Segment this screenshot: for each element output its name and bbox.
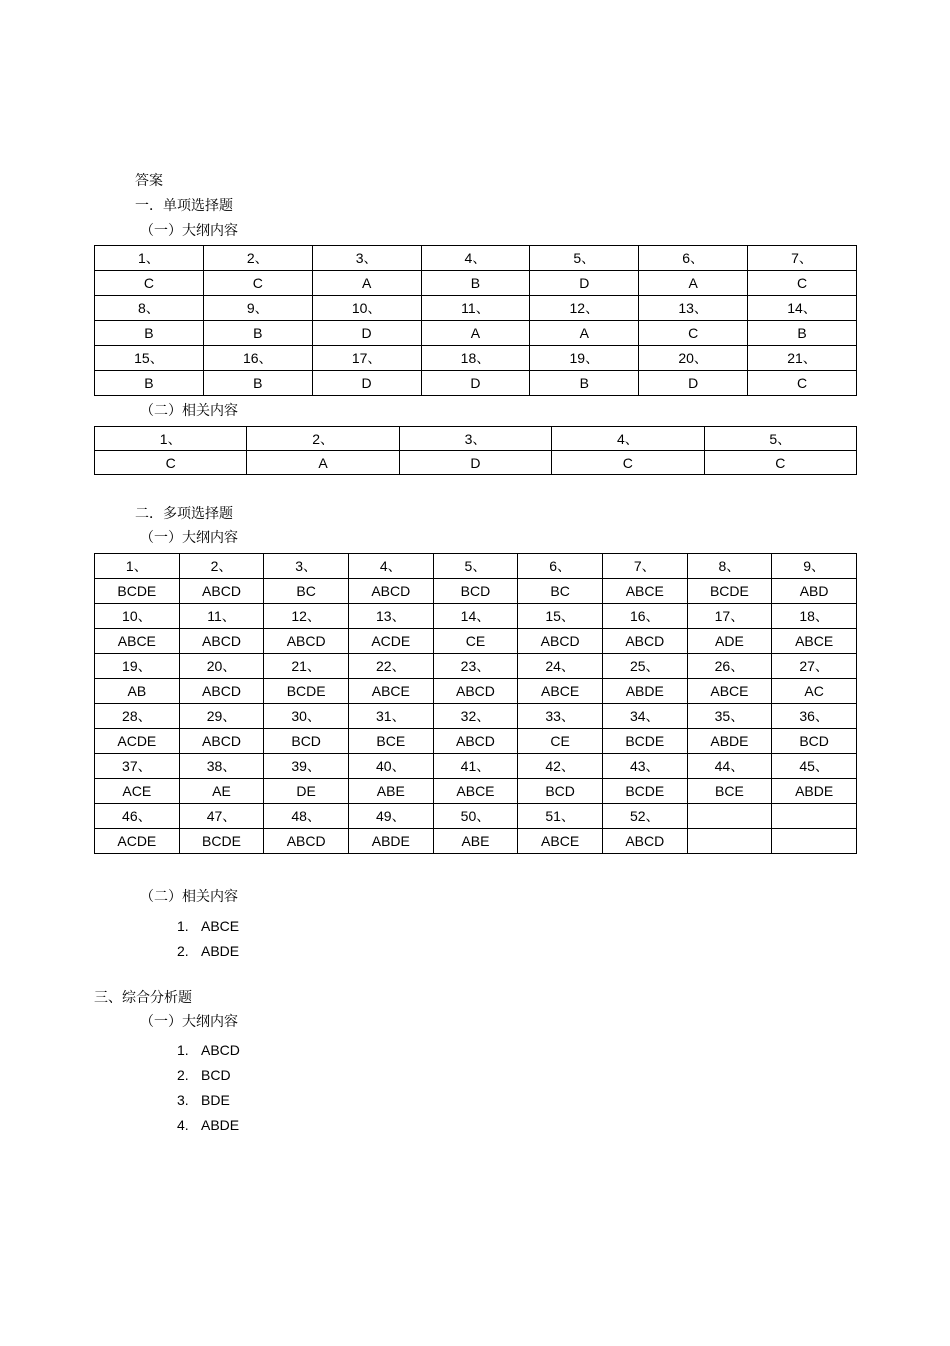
section-3-heading: 三、综合分析题 (94, 990, 192, 1006)
answer-cell: D (530, 271, 639, 296)
answer-cell: ABCD (264, 829, 349, 854)
question-number-cell: 7、 (602, 554, 687, 579)
question-number-cell: 12、 (264, 604, 349, 629)
list-item-number: 1. (177, 1042, 189, 1058)
question-number-cell: 21、 (264, 654, 349, 679)
answer-cell: ABE (433, 829, 518, 854)
question-number-cell: 25、 (602, 654, 687, 679)
answer-cell: ABCD (179, 629, 264, 654)
answer-cell: ABDE (772, 779, 857, 804)
question-number-cell: 27、 (772, 654, 857, 679)
section-2-heading: 二．多项选择题 (135, 506, 233, 522)
answer-cell: ABCD (602, 629, 687, 654)
answer-cell: ACDE (348, 629, 433, 654)
question-number-cell: 48、 (264, 804, 349, 829)
answer-cell: A (639, 271, 748, 296)
question-number-cell (772, 804, 857, 829)
question-number-cell: 13、 (639, 296, 748, 321)
question-number-cell (687, 804, 772, 829)
list-item-answer: ABCE (201, 918, 240, 934)
answer-cell: C (552, 451, 704, 475)
question-number-cell: 26、 (687, 654, 772, 679)
answer-cell: BC (264, 579, 349, 604)
question-number-cell: 8、 (687, 554, 772, 579)
answer-cell: B (748, 321, 857, 346)
answer-cell: ABCD (179, 729, 264, 754)
answer-cell: ABCE (518, 829, 603, 854)
question-number-cell: 22、 (348, 654, 433, 679)
question-number-cell: 6、 (518, 554, 603, 579)
answer-cell: ABCD (518, 629, 603, 654)
question-number-cell: 6、 (639, 246, 748, 271)
question-number-cell: 21、 (748, 346, 857, 371)
answer-cell: ABCD (602, 829, 687, 854)
answer-cell (772, 829, 857, 854)
question-number-cell: 4、 (348, 554, 433, 579)
question-number-cell: 52、 (602, 804, 687, 829)
question-number-cell: 2、 (247, 427, 399, 451)
question-number-cell: 7、 (748, 246, 857, 271)
answer-cell: BCDE (264, 679, 349, 704)
answer-cell: ABCD (348, 579, 433, 604)
answer-cell: D (399, 451, 551, 475)
question-number-cell: 38、 (179, 754, 264, 779)
question-number-cell: 46、 (95, 804, 180, 829)
answer-cell: C (704, 451, 856, 475)
question-number-cell: 1、 (95, 427, 247, 451)
answer-row (95, 829, 857, 854)
answer-cell: ABD (772, 579, 857, 604)
answer-cell: D (312, 321, 421, 346)
question-number-cell: 34、 (602, 704, 687, 729)
question-number-row (95, 246, 857, 271)
question-number-row (95, 804, 857, 829)
answer-cell: DE (264, 779, 349, 804)
question-number-cell: 9、 (203, 296, 312, 321)
question-number-cell: 32、 (433, 704, 518, 729)
answer-cell: BCDE (602, 779, 687, 804)
question-number-row (95, 427, 857, 451)
question-number-cell: 28、 (95, 704, 180, 729)
question-number-cell: 10、 (312, 296, 421, 321)
question-number-cell: 42、 (518, 754, 603, 779)
answer-cell: ABE (348, 779, 433, 804)
answer-cell: ABDE (602, 679, 687, 704)
question-number-row (95, 654, 857, 679)
question-number-cell: 11、 (179, 604, 264, 629)
answer-cell: BC (518, 579, 603, 604)
multi-choice-outline-table (94, 553, 857, 854)
question-number-cell: 19、 (530, 346, 639, 371)
answer-cell: C (748, 271, 857, 296)
answer-cell: C (748, 371, 857, 396)
answer-cell: AC (772, 679, 857, 704)
question-number-cell: 49、 (348, 804, 433, 829)
list-item (177, 1066, 240, 1091)
question-number-cell: 1、 (95, 246, 204, 271)
answer-cell: B (203, 371, 312, 396)
answer-cell: D (312, 371, 421, 396)
list-item (177, 1041, 240, 1066)
answer-cell: D (639, 371, 748, 396)
question-number-cell: 4、 (552, 427, 704, 451)
answer-row (95, 729, 857, 754)
question-number-row (95, 554, 857, 579)
question-number-cell: 47、 (179, 804, 264, 829)
question-number-cell: 45、 (772, 754, 857, 779)
question-number-cell: 17、 (687, 604, 772, 629)
answer-cell: A (421, 321, 530, 346)
answer-row (95, 579, 857, 604)
single-choice-related-table (94, 426, 857, 475)
answer-cell: ABCE (433, 779, 518, 804)
question-number-cell: 36、 (772, 704, 857, 729)
question-number-cell: 3、 (264, 554, 349, 579)
list-item (177, 942, 239, 967)
answer-cell: AE (179, 779, 264, 804)
answer-cell: CE (433, 629, 518, 654)
question-number-cell: 2、 (203, 246, 312, 271)
answer-cell: B (203, 321, 312, 346)
question-number-cell: 35、 (687, 704, 772, 729)
question-number-cell: 3、 (312, 246, 421, 271)
answer-cell: ABCE (95, 629, 180, 654)
question-number-cell: 29、 (179, 704, 264, 729)
list-item-number: 2. (177, 943, 189, 959)
analysis-answer-list (177, 1041, 240, 1141)
answer-row (95, 779, 857, 804)
answer-cell: ABDE (348, 829, 433, 854)
question-number-cell: 40、 (348, 754, 433, 779)
question-number-row (95, 754, 857, 779)
question-number-row (95, 604, 857, 629)
answer-cell: BCDE (95, 579, 180, 604)
question-number-cell: 18、 (421, 346, 530, 371)
question-number-cell: 9、 (772, 554, 857, 579)
question-number-row (95, 346, 857, 371)
section-2-sub2: （二）相关内容 (140, 889, 238, 905)
answer-cell: ABCD (433, 729, 518, 754)
question-number-cell: 4、 (421, 246, 530, 271)
question-number-cell: 5、 (704, 427, 856, 451)
question-number-cell: 3、 (399, 427, 551, 451)
question-number-cell: 12、 (530, 296, 639, 321)
answer-row (95, 679, 857, 704)
single-choice-outline-table (94, 245, 857, 396)
question-number-cell: 16、 (203, 346, 312, 371)
answer-cell (687, 829, 772, 854)
answer-cell: ADE (687, 629, 772, 654)
question-number-cell: 16、 (602, 604, 687, 629)
question-number-cell: 11、 (421, 296, 530, 321)
section-3-sub1: （一）大纲内容 (140, 1014, 238, 1030)
answer-cell: ACDE (95, 829, 180, 854)
list-item-number: 2. (177, 1067, 189, 1083)
question-number-cell: 10、 (95, 604, 180, 629)
section-1-heading: 一．单项选择题 (135, 198, 233, 214)
question-number-row (95, 296, 857, 321)
answer-cell: ABCE (518, 679, 603, 704)
answer-cell: A (530, 321, 639, 346)
answer-cell: ACE (95, 779, 180, 804)
answer-cell: C (203, 271, 312, 296)
list-item (177, 1091, 240, 1116)
multi-choice-related-list (177, 917, 239, 967)
question-number-cell: 24、 (518, 654, 603, 679)
question-number-cell: 14、 (748, 296, 857, 321)
question-number-cell: 13、 (348, 604, 433, 629)
question-number-cell: 39、 (264, 754, 349, 779)
question-number-cell: 17、 (312, 346, 421, 371)
answer-cell: BCDE (179, 829, 264, 854)
answer-cell: AB (95, 679, 180, 704)
list-item-number: 4. (177, 1117, 189, 1133)
page-title: 答案 (135, 173, 163, 189)
question-number-cell: 31、 (348, 704, 433, 729)
answer-cell: B (95, 321, 204, 346)
answer-cell: ACDE (95, 729, 180, 754)
list-item-answer: ABDE (201, 943, 240, 959)
section-1-sub1: （一）大纲内容 (140, 223, 238, 239)
answer-cell: BCD (433, 579, 518, 604)
question-number-cell: 19、 (95, 654, 180, 679)
question-number-cell: 43、 (602, 754, 687, 779)
answer-cell: BCD (772, 729, 857, 754)
answer-cell: ABCD (179, 579, 264, 604)
list-item (177, 1116, 240, 1141)
answer-cell: A (312, 271, 421, 296)
answer-cell: ABCE (602, 579, 687, 604)
list-item-answer: ABCD (201, 1042, 240, 1058)
answer-cell: A (247, 451, 399, 475)
answer-cell: C (639, 321, 748, 346)
question-number-cell: 18、 (772, 604, 857, 629)
question-number-cell: 2、 (179, 554, 264, 579)
answer-cell: BCE (687, 779, 772, 804)
answer-cell: C (95, 271, 204, 296)
answer-cell: BCDE (687, 579, 772, 604)
answer-cell: BCE (348, 729, 433, 754)
answer-row (95, 371, 857, 396)
question-number-cell: 30、 (264, 704, 349, 729)
section-1-sub2: （二）相关内容 (140, 403, 238, 419)
question-number-cell: 5、 (433, 554, 518, 579)
answer-cell: ABCE (348, 679, 433, 704)
question-number-cell: 37、 (95, 754, 180, 779)
question-number-cell: 51、 (518, 804, 603, 829)
list-item-answer: ABDE (201, 1117, 240, 1133)
answer-cell: BCD (518, 779, 603, 804)
question-number-cell: 44、 (687, 754, 772, 779)
answer-cell: D (421, 371, 530, 396)
question-number-cell: 8、 (95, 296, 204, 321)
answer-row (95, 629, 857, 654)
list-item-number: 1. (177, 918, 189, 934)
answer-row (95, 321, 857, 346)
list-item-answer: BDE (201, 1092, 230, 1108)
answer-cell: ABCD (433, 679, 518, 704)
question-number-cell: 50、 (433, 804, 518, 829)
question-number-cell: 1、 (95, 554, 180, 579)
answer-row (95, 451, 857, 475)
list-item-answer: BCD (201, 1067, 231, 1083)
answer-cell: ABCE (772, 629, 857, 654)
answer-cell: CE (518, 729, 603, 754)
question-number-cell: 33、 (518, 704, 603, 729)
question-number-cell: 20、 (639, 346, 748, 371)
list-item (177, 917, 239, 942)
question-number-cell: 23、 (433, 654, 518, 679)
question-number-cell: 15、 (518, 604, 603, 629)
answer-cell: B (421, 271, 530, 296)
answer-cell: B (95, 371, 204, 396)
question-number-cell: 5、 (530, 246, 639, 271)
question-number-cell: 41、 (433, 754, 518, 779)
answer-row (95, 271, 857, 296)
answer-cell: ABCE (687, 679, 772, 704)
answer-cell: ABCD (179, 679, 264, 704)
answer-cell: B (530, 371, 639, 396)
answer-cell: BCDE (602, 729, 687, 754)
question-number-cell: 20、 (179, 654, 264, 679)
section-2-sub1: （一）大纲内容 (140, 530, 238, 546)
answer-cell: ABDE (687, 729, 772, 754)
question-number-cell: 15、 (95, 346, 204, 371)
question-number-cell: 14、 (433, 604, 518, 629)
question-number-row (95, 704, 857, 729)
list-item-number: 3. (177, 1092, 189, 1108)
answer-cell: ABCD (264, 629, 349, 654)
answer-cell: BCD (264, 729, 349, 754)
answer-cell: C (95, 451, 247, 475)
